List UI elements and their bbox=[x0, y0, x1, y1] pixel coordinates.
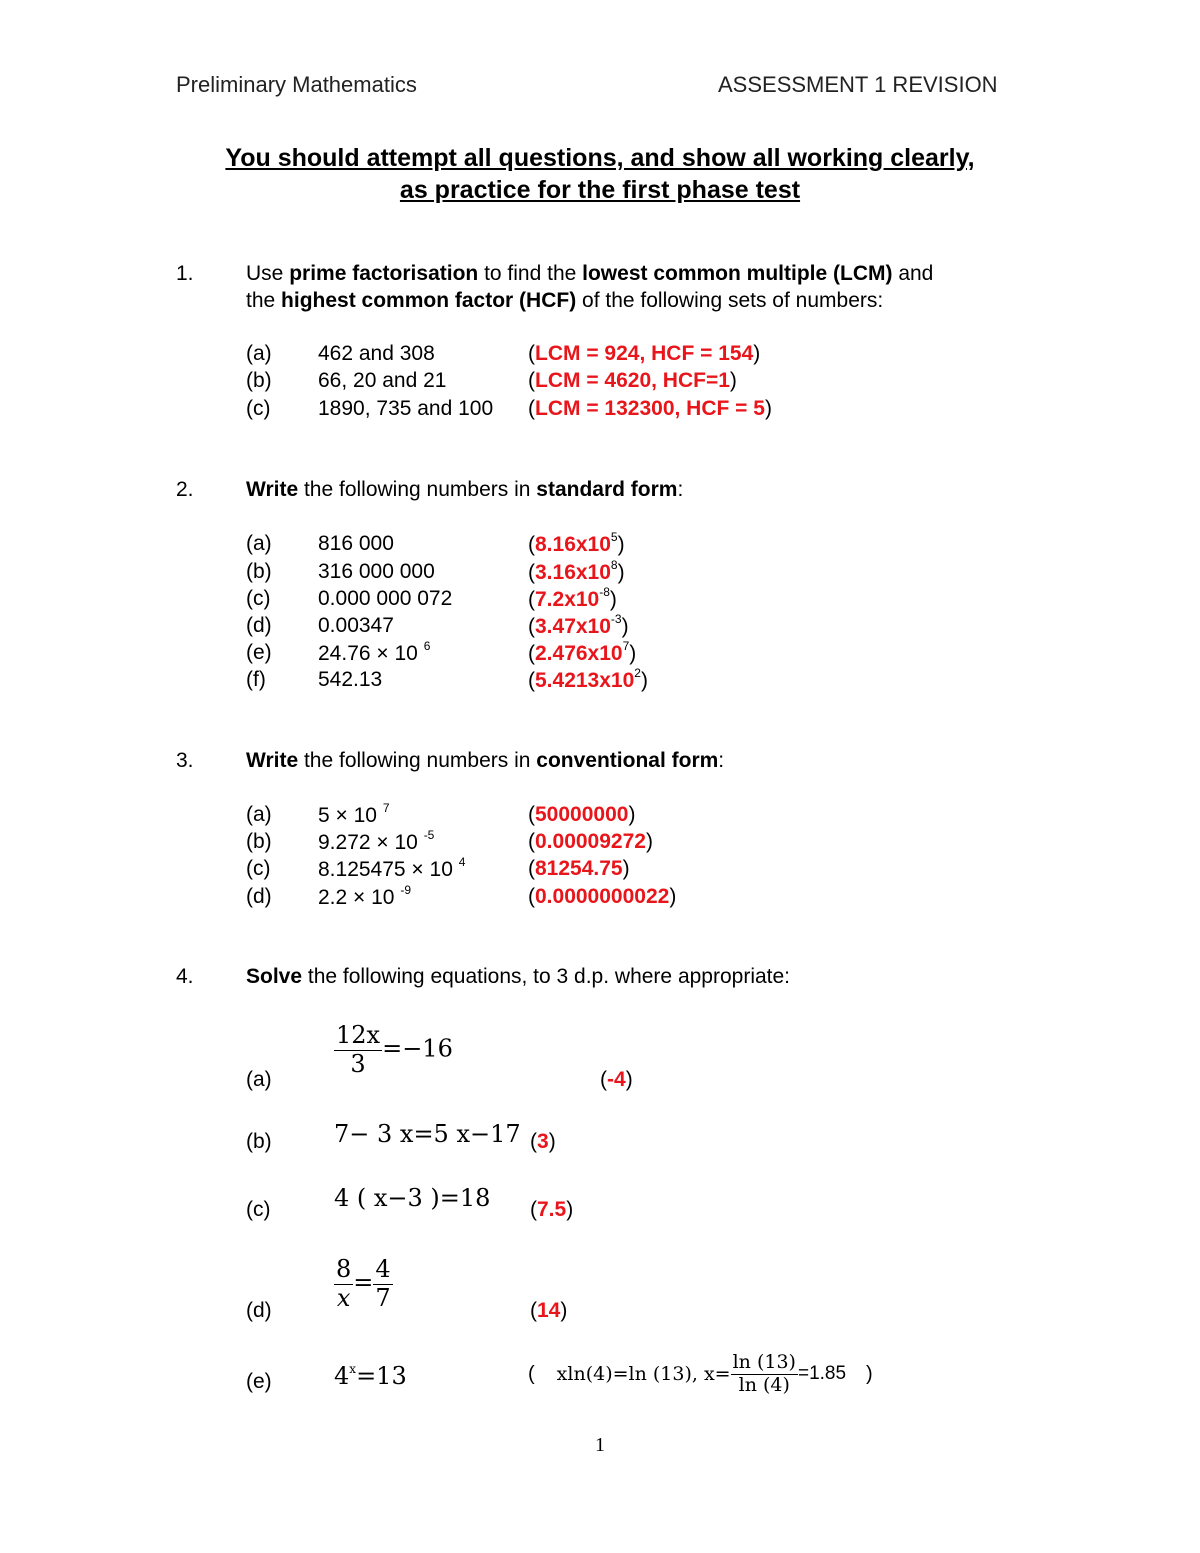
q1b-value: 66, 20 and 21 bbox=[318, 369, 447, 392]
q3-instruction: Write the following numbers in conventional form: bbox=[246, 749, 725, 772]
q4-number: 4. bbox=[176, 965, 194, 988]
header-right: ASSESSMENT 1 REVISION bbox=[718, 72, 998, 97]
q4a-label: (a) bbox=[246, 1068, 272, 1091]
q4c-answer: (7.5) bbox=[530, 1198, 574, 1221]
q3d-value: 2.2 × 10 $^{-9}$ bbox=[318, 883, 411, 909]
q2d-answer: $(3.47x10^{-3})$ bbox=[528, 612, 629, 638]
q4d-answer: (14) bbox=[530, 1299, 568, 1322]
q1c-label: (c) bbox=[246, 397, 271, 420]
title-line-2: as practice for the first phase test bbox=[399, 176, 801, 204]
q1b-label: (b) bbox=[246, 369, 272, 392]
q2a-label: (a) bbox=[246, 532, 272, 555]
q2b-answer: $(3.16x10^8)$ bbox=[528, 558, 625, 584]
q4d-label: (d) bbox=[246, 1299, 272, 1322]
q2f-answer: $(5.4213x10^2)$ bbox=[528, 666, 648, 692]
q2-number: 2. bbox=[176, 478, 194, 501]
q3d-label: (d) bbox=[246, 885, 272, 908]
page-number: 1 bbox=[595, 1434, 605, 1456]
q4a-equation: $\frac{12x}{3}$ =−16 bbox=[336, 1021, 453, 1078]
q2d-value: 0.00347 bbox=[318, 614, 394, 637]
q3c-answer: (81254.75) bbox=[528, 857, 630, 880]
q3c-value: 8.125475 × 10 $^4$ bbox=[318, 855, 466, 881]
q2a-value: 816 000 bbox=[318, 532, 394, 555]
q3-number: 3. bbox=[176, 749, 194, 772]
q2c-label: (c) bbox=[246, 587, 271, 610]
q2c-value: 0.000 000 072 bbox=[318, 587, 453, 610]
q2b-value: 316 000 000 bbox=[318, 560, 435, 583]
q1c-answer: (LCM = 132300, HCF = 5) bbox=[528, 397, 772, 420]
q2e-label: (e) bbox=[246, 641, 272, 664]
q3b-label: (b) bbox=[246, 830, 272, 853]
q4b-label: (b) bbox=[246, 1130, 272, 1153]
q1-instruction-line-1: Use prime factorisation to find the lowest common multiple (LCM) and bbox=[246, 262, 934, 285]
q4b-equation: 7− 3 x=5 x−17 bbox=[334, 1120, 521, 1148]
q4e-equation: $4^x=13$ bbox=[334, 1362, 407, 1390]
q4-instruction: Solve the following equations, to 3 d.p. where appropriate: bbox=[246, 965, 791, 988]
title-line-1: You should attempt all questions, and show all working clearly, bbox=[225, 144, 975, 172]
q4e-label: (e) bbox=[246, 1370, 272, 1393]
q3a-value: 5 × 10 $^7$ bbox=[318, 801, 390, 827]
q1-instruction-line-2: the highest common factor (HCF) of the following sets of numbers: bbox=[246, 289, 884, 312]
q1a-answer: (LCM = 924, HCF = 154) bbox=[528, 342, 761, 365]
q1a-label: (a) bbox=[246, 342, 272, 365]
q4e-answer: ( xln(4)=ln (13), x= $\frac{\ln (13)}{\ln (4)}$ =1.85 ) bbox=[528, 1351, 873, 1396]
q3b-answer: (0.00009272) bbox=[528, 830, 653, 853]
q3b-value: 9.272 × 10 $^{-5}$ bbox=[318, 828, 435, 854]
q2d-label: (d) bbox=[246, 614, 272, 637]
q4c-label: (c) bbox=[246, 1198, 271, 1221]
q2-instruction: Write the following numbers in standard form: bbox=[246, 478, 684, 501]
q3c-label: (c) bbox=[246, 857, 271, 880]
header-left: Preliminary Mathematics bbox=[176, 72, 417, 97]
q2a-answer: $(8.16x10^5)$ bbox=[528, 530, 625, 556]
q2c-answer: $(7.2x10^{-8})$ bbox=[528, 585, 617, 611]
q2f-label: (f) bbox=[246, 668, 266, 691]
q2e-answer: $(2.476x10^7)$ bbox=[528, 639, 637, 665]
q1c-value: 1890, 735 and 100 bbox=[318, 397, 494, 420]
q3a-label: (a) bbox=[246, 803, 272, 826]
q4c-equation: 4 ( x−3 )=18 bbox=[334, 1184, 491, 1212]
q4b-answer: (3) bbox=[530, 1130, 556, 1153]
q1-number: 1. bbox=[176, 262, 194, 285]
q2b-label: (b) bbox=[246, 560, 272, 583]
q3d-answer: (0.0000000022) bbox=[528, 885, 677, 908]
q2e-value: 24.76 × 10 $^6$ bbox=[318, 639, 431, 665]
q3a-answer: (50000000) bbox=[528, 803, 636, 826]
q1a-value: 462 and 308 bbox=[318, 342, 435, 365]
q2f-value: 542.13 bbox=[318, 668, 383, 691]
q4a-answer: (-4) bbox=[600, 1068, 633, 1091]
q4d-equation: $\frac{8}{x}$ = $\frac{4}{7}$ bbox=[336, 1255, 391, 1312]
q1b-answer: (LCM = 4620, HCF=1) bbox=[528, 369, 737, 392]
